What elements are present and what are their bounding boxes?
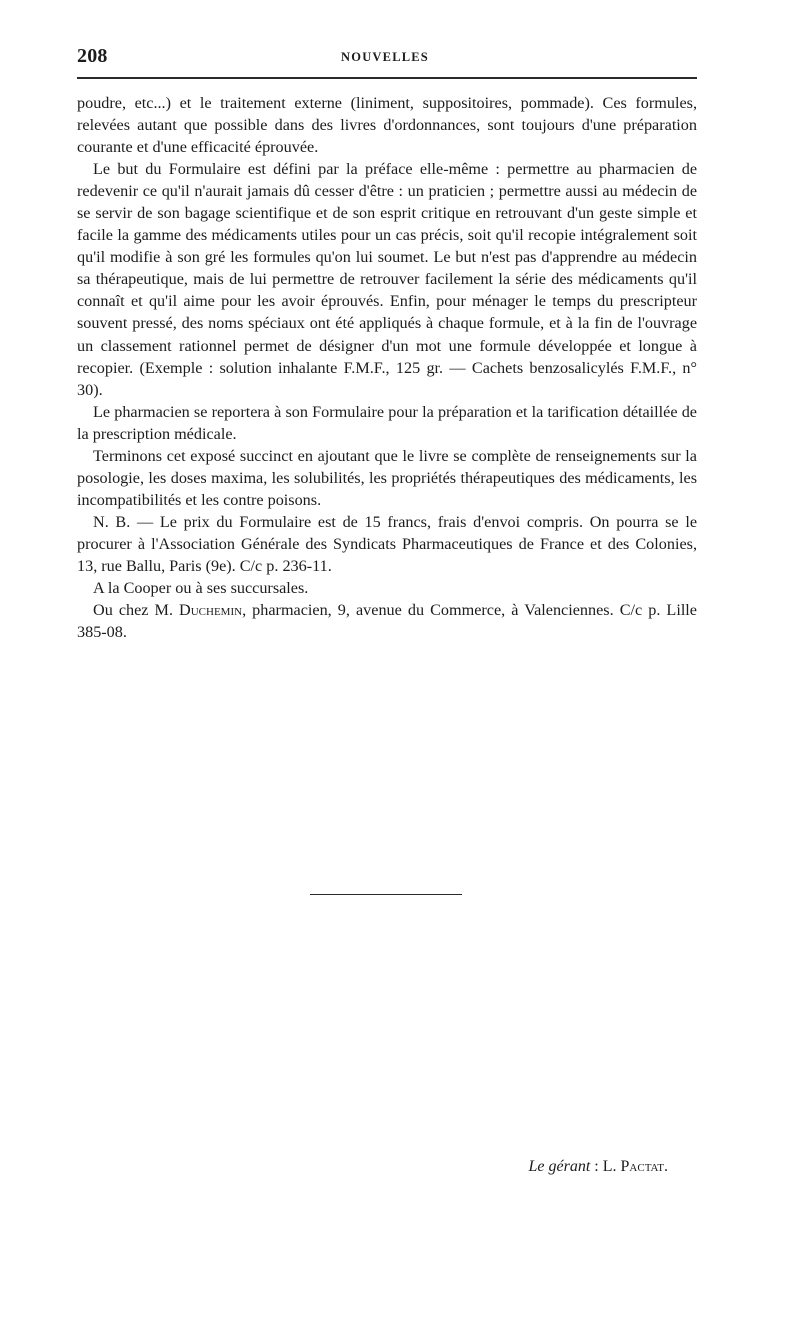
paragraph-nota-bene: N. B. — Le prix du Formulaire est de 15 francs, frais d'envoi compris. On pourra se le procurer à l'Association Générale des Syndicats Pharmaceutiques de France et des Colonies, 13, rue Ballu, Paris (9e). C/c p. 236-11. [77, 512, 697, 575]
paragraph-purpose: Le but du Formulaire est défini par la préface elle-même : permettre au pharmacien de redevenir ce qu'il n'aurait jamais dû cesser d'être : un praticien ; permettre aussi au médecin de se servir de son bagage scientifique et de son esprit critique en retrouvant d'un geste simple et facile la gamme des médicaments utiles pour un cas précis, soit qu'il recopie intégralement soit qu'il modifie à son gré les formules qu'on lui soumet. Le but n'est pas d'apprendre au médecin sa thérapeutique, mais de lui permettre de retrouver facilement la série des médicaments qu'il connaît et qu'il aime pour les avoir éprouvés. Enfin, pour ménager le temps du prescripteur souvent pressé, des noms spéciaux ont été appliqués à chaque formule, et à la fin de l'ouvrage un classement rationnel permet de désigner d'un mot une formule développée et longue à recopier. (Exemple : solution inhalante F.M.F., 125 gr. — Cachets benzosalicylés F.M.F., n° 30). [77, 160, 697, 399]
signature-name: L. Pactat. [602, 1158, 668, 1175]
section-divider [310, 894, 462, 895]
paragraph-pharmacist: Le pharmacien se reportera à son Formulaire pour la préparation et la tarification détaillée de la prescription médicale. [77, 402, 697, 443]
paragraph-summary: Terminons cet exposé succinct en ajoutant que le livre se complète de renseignements sur la posologie, les doses maxima, les solubilités, les propriétés thérapeutiques des médicaments, les incompatibilités et les contre poisons. [77, 446, 697, 509]
duchemin-name: Duchemin [179, 601, 243, 620]
signature-separator: : [590, 1158, 603, 1175]
duchemin-suffix: , pharmacien, 9, avenue du Commerce, à Valenciennes. C/c p. Lille 385-08. [77, 601, 697, 642]
paragraph-continuation: poudre, etc...) et le traitement externe (liniment, suppositoires, pommade). Ces formules, relevées autant que possible dans des livres d'ordonnances, sont toujours d'une préparation courante et d'une efficacité éprouvée. [77, 94, 697, 157]
header-rule [77, 77, 697, 79]
page-number: 208 [77, 45, 108, 67]
paragraph-duchemin [77, 599, 697, 643]
article-body [77, 92, 697, 643]
paragraph-cooper: A la Cooper ou à ses succursales. [93, 579, 309, 598]
duchemin-prefix: Ou chez M. [93, 601, 180, 620]
signature-label: Le gérant [528, 1158, 591, 1175]
signature [460, 1158, 668, 1176]
running-title: NOUVELLES [341, 50, 429, 64]
